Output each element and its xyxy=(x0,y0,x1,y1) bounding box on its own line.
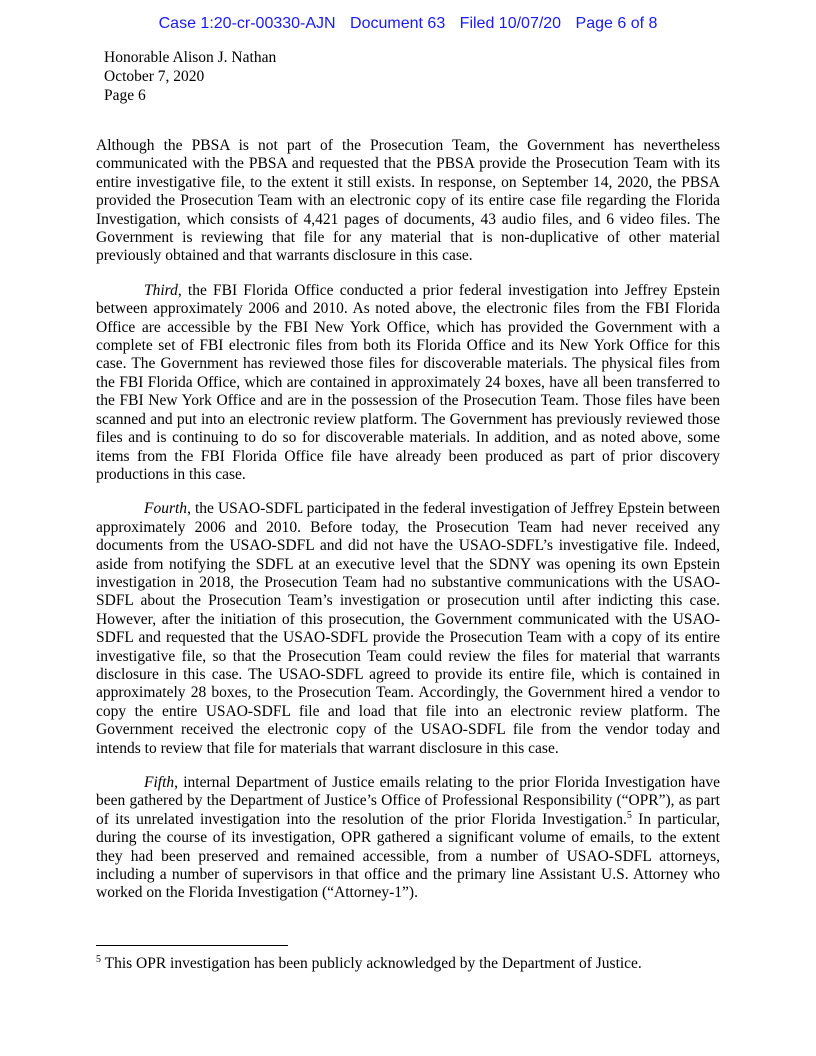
letterhead xyxy=(104,48,276,105)
case-number: Case 1:20-cr-00330-AJN xyxy=(158,15,336,32)
letter-page: Page 6 xyxy=(104,87,146,104)
document-number: Document 63 xyxy=(350,15,446,32)
paragraph-fifth xyxy=(96,774,720,903)
page-count: Page 6 of 8 xyxy=(575,15,658,32)
paragraph-text: , the FBI Florida Office conducted a prior federal investigation into Jeffrey Epstein between approximately 2006 and 2010. As noted above, the electronic files from the FBI Florida Office are accessible by the FBI New York Office, which has provided the Government with a complete set of FBI electronic files from both its Florida Office and its New York Office for this case. The Government has reviewed those files for discoverable materials. The physical files from the FBI Florida Office, which are contained in approximately 24 boxes, have all been transferred to the FBI New York Office and are in the possession of the Prosecution Team. Those files have been scanned and put into an electronic review platform. The Government has previously reviewed those files and is continuing to do so for discoverable materials. In addition, and as noted above, some items from the FBI Florida Office file have already been produced as part of prior discovery productions in this case. xyxy=(96,281,720,483)
letter-date: October 7, 2020 xyxy=(104,68,205,85)
footnote-number: 5 xyxy=(96,953,101,965)
paragraph-third xyxy=(96,282,720,484)
paragraph-text: In particular, during the course of its investigation, OPR gathered a significant volume of emails, to the extent they had been preserved and remained accessible, from a number of USAO-SDFL attorneys, including a number of supervisors in that office and the primary line Assistant U.S. Attorney who worked on the Florida Investigation (“Attorney-1”). xyxy=(96,810,720,902)
footnote-divider xyxy=(96,945,288,946)
addressee: Honorable Alison J. Nathan xyxy=(104,49,277,66)
paragraph-fourth xyxy=(96,500,720,758)
paragraph-text: , internal Department of Justice emails relating to the prior Florida Investigation have been gathered by the Department of Justice’s Office of Professional Responsibility (“OPR”), as part of its unrelated investigation into the resolution of the prior Florida Investigation. xyxy=(96,774,720,828)
footnote-text: This OPR investigation has been publicly acknowledged by the Department of Justice. xyxy=(101,955,642,972)
letter-body xyxy=(96,137,720,919)
footnote xyxy=(96,955,720,973)
paragraph-pbsa: Although the PBSA is not part of the Prosecution Team, the Government has nevertheless communicated with the PBSA and requested that the PBSA provide the Prosecution Team with its entire investigative file, to the extent it still exists. In response, on September 14, 2020, the PBSA provided the Prosecution Team with an electronic copy of its entire case file regarding the Florida Investigation, which consists of 4,421 pages of documents, 43 audio files, and 6 video files. The Government is reviewing that file for any material that is non-duplicative of other material previously obtained and that warrants disclosure in this case. xyxy=(96,137,720,265)
paragraph-lead: Fourth xyxy=(144,500,188,518)
paragraph-lead: Third xyxy=(144,281,178,299)
paragraph-lead: Fifth xyxy=(144,774,175,791)
footnote-reference: 5 xyxy=(626,809,632,821)
paragraph-text: , the USAO-SDFL participated in the federal investigation of Jeffrey Epstein between approximately 2006 and 2010. Before today, the Prosecution Team had never received any documents from the USAO-SDFL and did not have the USAO-SDFL’s investigative file. Indeed, aside from notifying the SDFL at an executive level that the SDNY was opening its own Epstein investigation in 2018, the Prosecution Team had no substantive communications with the USAO-SDFL about the Prosecution Team’s investigation or prosecution until after indicting this case. However, after the initiation of this prosecution, the Government communicated with the USAO-SDFL and requested that the USAO-SDFL provide the Prosecution Team with a copy of its entire investigative file, so that the Prosecution Team could review the files for material that warrants disclosure in this case. The USAO-SDFL agreed to provide its entire file, which is contained in approximately 28 boxes, to the Prosecution Team. Accordingly, the Government hired a vendor to copy the entire USAO-SDFL file and load that file into an electronic review platform. The Government received the electronic copy of the USAO-SDFL file from the vendor today and intends to review that file for materials that warrant disclosure in this case. xyxy=(96,500,720,757)
ecf-header xyxy=(0,14,816,34)
filed-date: Filed 10/07/20 xyxy=(459,15,562,32)
